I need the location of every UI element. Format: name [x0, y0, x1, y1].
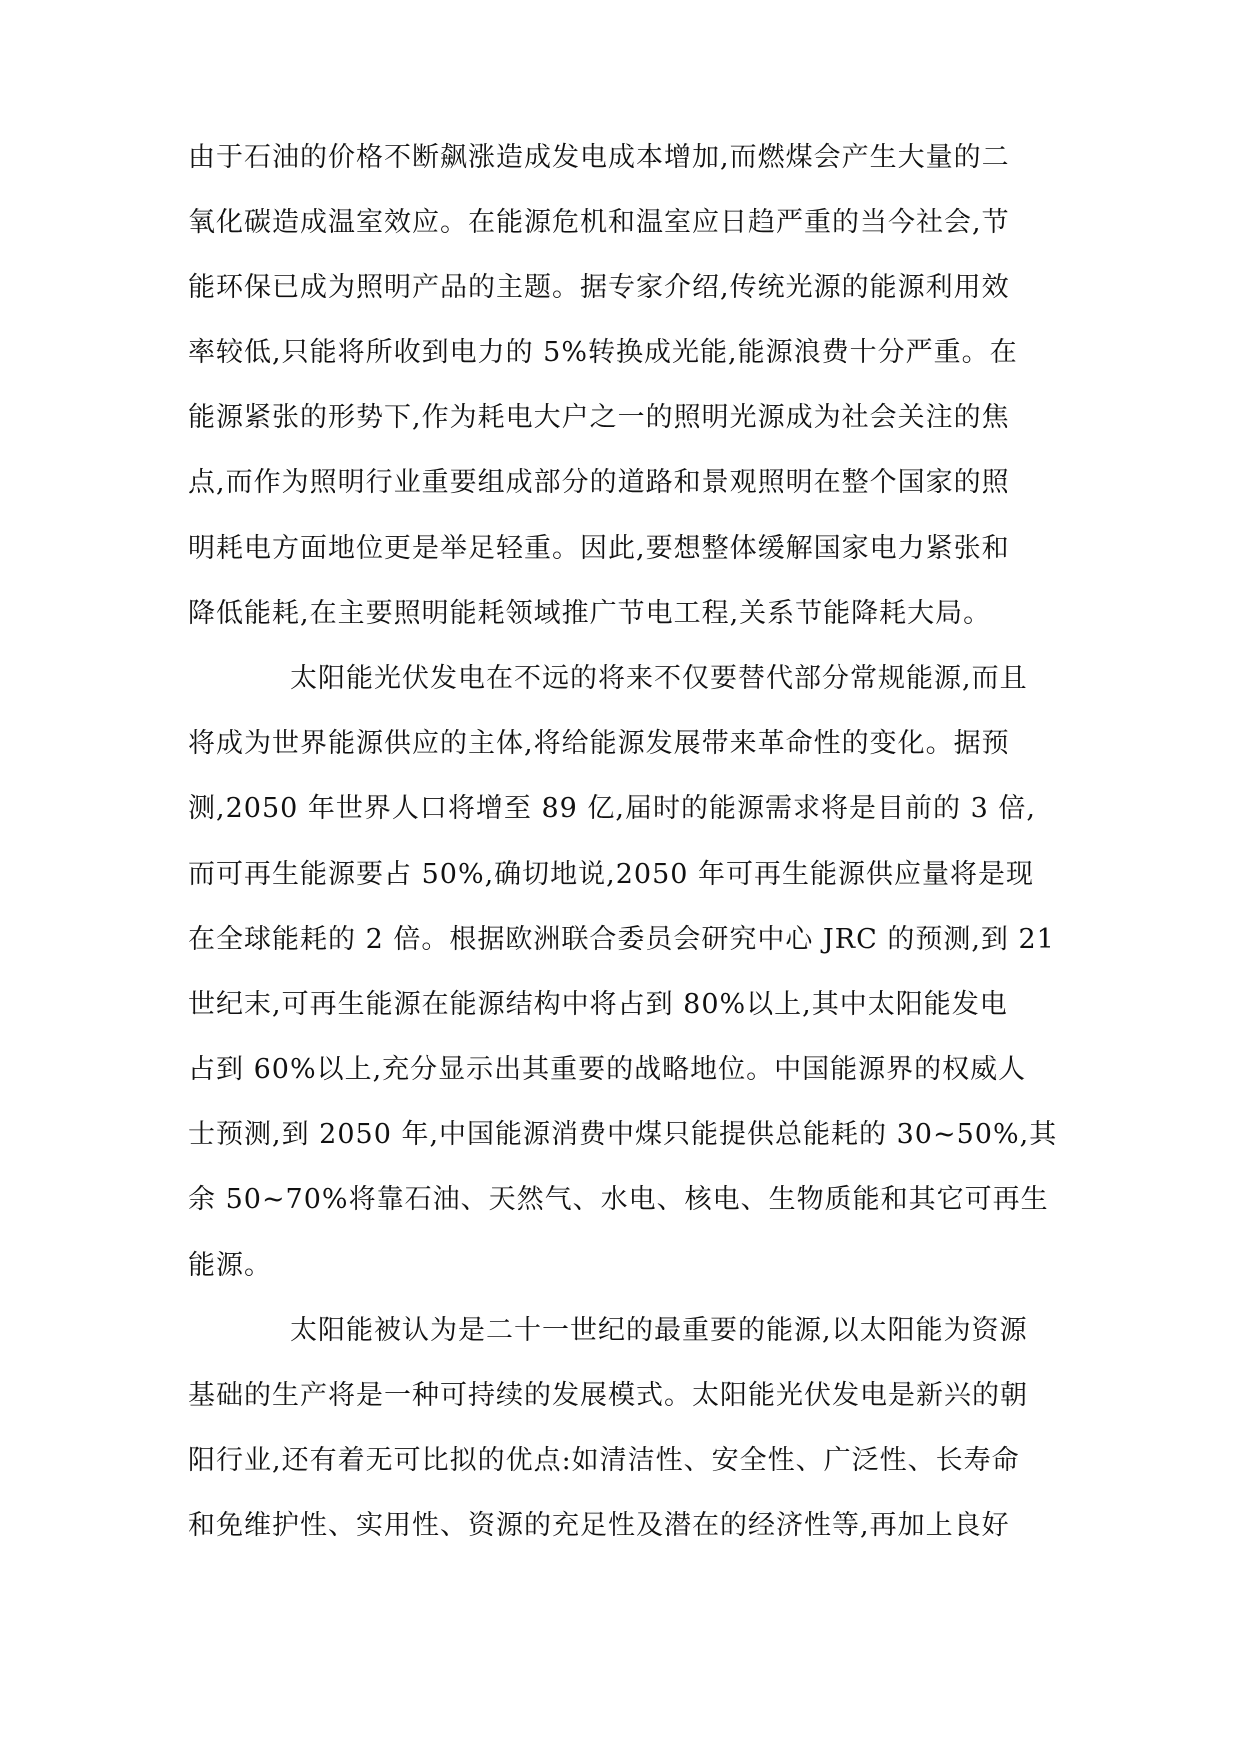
text-line: 由于石油的价格不断飙涨造成发电成本增加,而燃煤会产生大量的二 — [188, 142, 1010, 173]
text-line: 能源。 — [188, 1250, 272, 1281]
text-line: 将成为世界能源供应的主体,将给能源发展带来革命性的变化。据预 — [188, 728, 1010, 759]
text-line: 而可再生能源要占 50%,确切地说,2050 年可再生能源供应量将是现 — [188, 859, 1035, 890]
text-line: 氧化碳造成温室效应。在能源危机和温室应日趋严重的当今社会,节 — [188, 207, 1010, 238]
text-line: 降低能耗,在主要照明能耗领域推广节电工程,关系节能降耗大局。 — [188, 598, 992, 629]
text-line: 余 50~70%将靠石油、天然气、水电、核电、生物质能和其它可再生 — [188, 1184, 1049, 1215]
text-line: 明耗电方面地位更是举足轻重。因此,要想整体缓解国家电力紧张和 — [188, 533, 1010, 564]
text-line: 点,而作为照明行业重要组成部分的道路和景观照明在整个国家的照 — [188, 467, 1010, 498]
paragraph-first-line: 太阳能光伏发电在不远的将来不仅要替代部分常规能源,而且 — [290, 663, 1028, 694]
text-line: 基础的生产将是一种可持续的发展模式。太阳能光伏发电是新兴的朝 — [188, 1380, 1028, 1411]
text-line: 能源紧张的形势下,作为耗电大户之一的照明光源成为社会关注的焦 — [188, 402, 1010, 433]
text-line: 测,2050 年世界人口将增至 89 亿,届时的能源需求将是目前的 3 倍, — [188, 793, 1036, 824]
text-line: 占到 60%以上,充分显示出其重要的战略地位。中国能源界的权威人 — [188, 1054, 1027, 1085]
text-line: 阳行业,还有着无可比拟的优点:如清洁性、安全性、广泛性、长寿命 — [188, 1445, 1020, 1476]
text-line: 世纪末,可再生能源在能源结构中将占到 80%以上,其中太阳能发电 — [188, 989, 1008, 1020]
text-line: 在全球能耗的 2 倍。根据欧洲联合委员会研究中心 JRC 的预测,到 21 — [188, 924, 1055, 955]
text-line: 率较低,只能将所收到电力的 5%转换成光能,能源浪费十分严重。在 — [188, 337, 1018, 368]
text-line: 士预测,到 2050 年,中国能源消费中煤只能提供总能耗的 30~50%,其 — [188, 1119, 1058, 1150]
paragraph-first-line: 太阳能被认为是二十一世纪的最重要的能源,以太阳能为资源 — [290, 1315, 1028, 1346]
text-line: 和免维护性、实用性、资源的充足性及潜在的经济性等,再加上良好 — [188, 1510, 1010, 1541]
text-line: 能环保已成为照明产品的主题。据专家介绍,传统光源的能源利用效 — [188, 272, 1010, 303]
